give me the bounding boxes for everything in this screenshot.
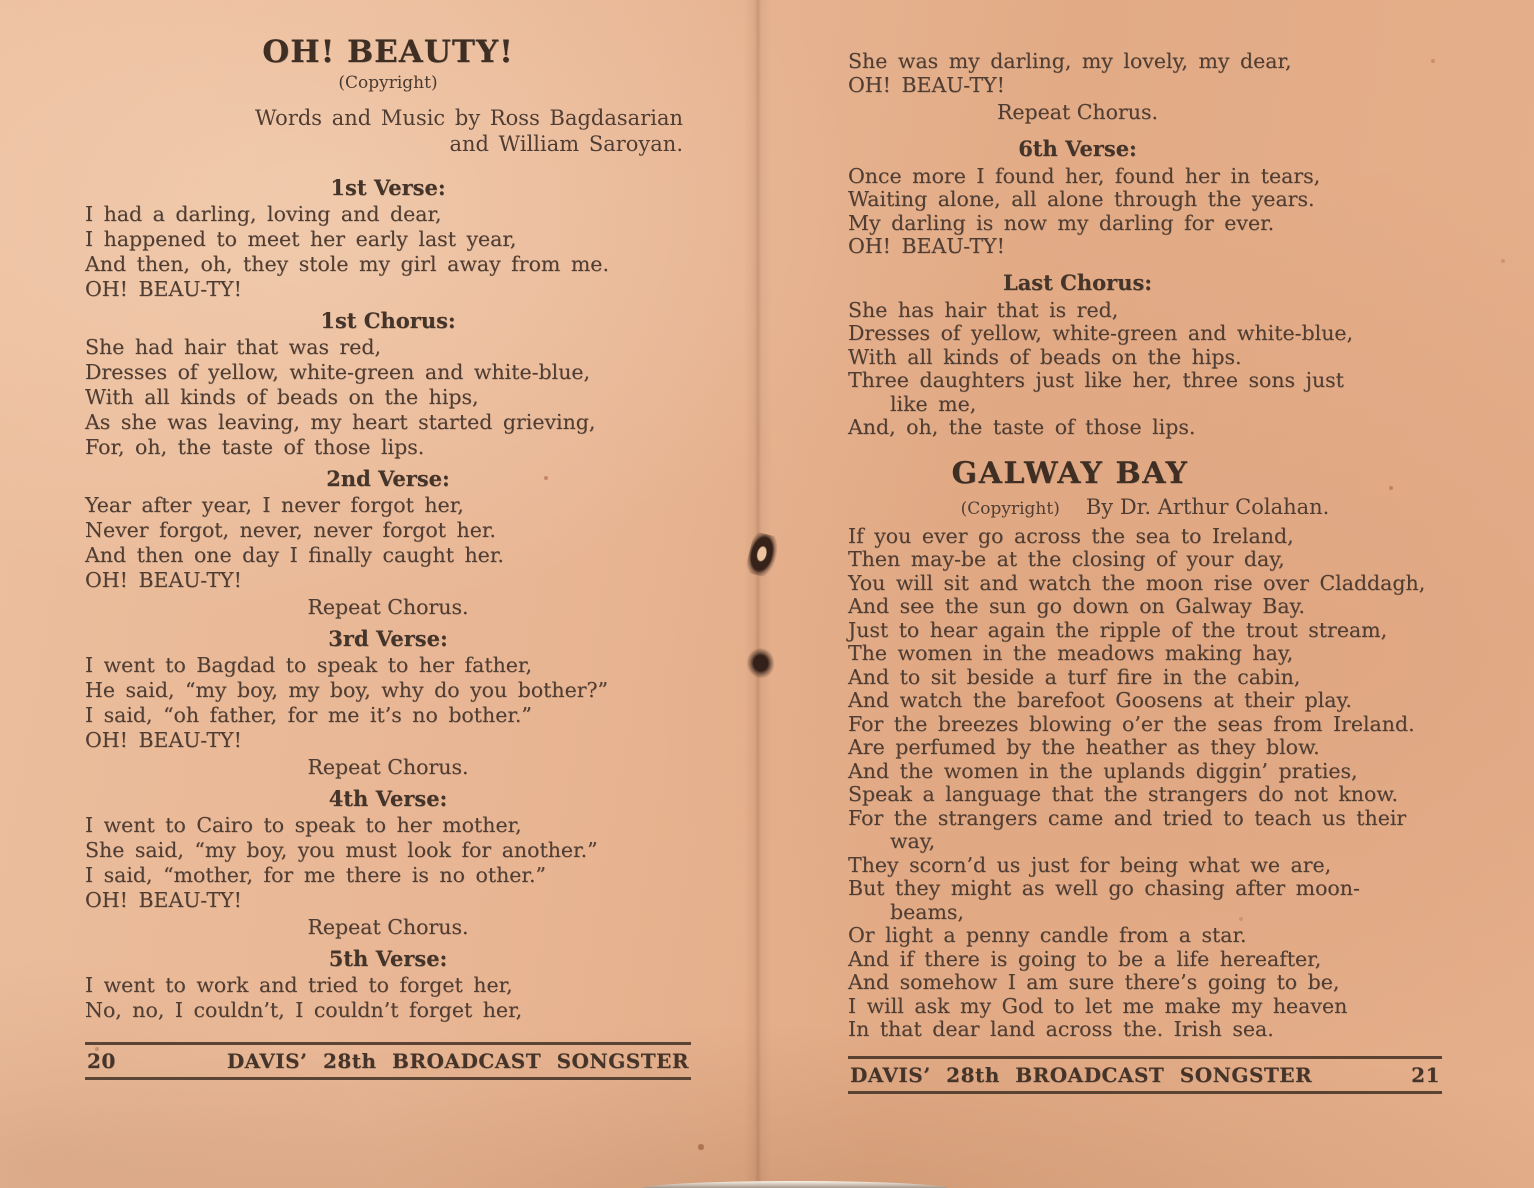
lyric-line: My darling is now my darling for ever. <box>848 210 1275 235</box>
lyric-line: beams, <box>890 899 964 924</box>
lyric-line: And see the sun go down on Galway Bay. <box>848 594 1305 618</box>
credits-block <box>85 105 691 157</box>
footer-title: DAVIS’ 28th BROADCAST SONGSTER <box>226 1049 689 1073</box>
repeat-chorus-line: Repeat Chorus. <box>996 100 1159 124</box>
lyric-line: I went to work and tried to forget her, <box>85 973 513 997</box>
lyric-line: As she was leaving, my heart started grieving, <box>85 410 596 434</box>
credit-line: Words and Music by Ross Bagdasarian <box>255 106 683 130</box>
repeat-chorus-line: Repeat Chorus. <box>307 755 469 779</box>
lyric-line: For, oh, the taste of those lips. <box>85 435 425 459</box>
song-header-galway-bay <box>848 456 1442 519</box>
lyric-line: OH! BEAU-TY! <box>85 888 242 912</box>
credit-line <box>848 495 1442 519</box>
lyric-line: OH! BEAU-TY! <box>848 72 1005 97</box>
footer-title: DAVIS’ 28th BROADCAST SONGSTER <box>850 1063 1313 1087</box>
repeat-chorus-line: Repeat Chorus. <box>307 595 469 619</box>
lyric-line: And then, oh, they stole my girl away from me. <box>85 252 609 276</box>
lyric-line: OH! BEAU-TY! <box>85 277 242 301</box>
lyric-line: And then one day I finally caught her. <box>85 543 504 567</box>
lyric-line: With all kinds of beads on the hips. <box>848 344 1242 369</box>
repeat-chorus-line: Repeat Chorus. <box>307 915 469 939</box>
lyric-line: Speak a language that the strangers do not know. <box>848 782 1398 806</box>
lyric-line: I said, “oh father, for me it’s no bother.” <box>85 703 532 727</box>
lyric-line: Year after year, I never forgot her, <box>85 493 464 517</box>
lyric-line: OH! BEAU-TY! <box>85 728 242 752</box>
paper-speckles <box>0 0 2 2</box>
verse-heading: 2nd Verse: <box>326 466 450 491</box>
verse-heading: 6th Verse: <box>1018 135 1137 161</box>
page-number: 21 <box>1411 1063 1440 1087</box>
lyric-line: I will ask my God to let me make my heaven <box>848 993 1348 1018</box>
lyric-line: They scorn’d us just for being what we are, <box>848 852 1332 877</box>
copyright-label: (Copyright) <box>338 73 438 93</box>
song-title-oh-beauty: OH! BEAUTY! <box>262 34 514 70</box>
page-footer <box>85 1042 691 1080</box>
lyric-line: But they might as well go chasing after moon- <box>848 876 1360 900</box>
song-title-galway-bay: GALWAY BAY <box>951 455 1189 491</box>
lyric-line: Once more I found her, found her in tears, <box>848 163 1321 188</box>
lyric-line: He said, “my boy, my boy, why do you bother?” <box>85 678 609 702</box>
lyric-line: Are perfumed by the heather as they blow. <box>848 735 1320 759</box>
verse-heading: 1st Verse: <box>330 175 446 200</box>
lyric-line: For the breezes blowing o’er the seas from Ireland. <box>848 711 1415 736</box>
lyric-line: She was my darling, my lovely, my dear, <box>848 49 1292 73</box>
lyric-line: And, oh, the taste of those lips. <box>848 415 1196 439</box>
lyric-line: like me, <box>890 391 977 416</box>
lyric-line: I had a darling, loving and dear, <box>85 202 442 226</box>
verse-heading: 4th Verse: <box>328 786 448 811</box>
lyric-line: I went to Cairo to speak to her mother, <box>85 813 522 837</box>
author-credit: By Dr. Arthur Colahan. <box>1085 494 1330 519</box>
lyric-line: I happened to meet her early last year, <box>85 227 517 251</box>
verse-heading: 5th Verse: <box>328 946 448 971</box>
lyric-line: OH! BEAU-TY! <box>85 568 242 592</box>
lyric-line: She said, “my boy, you must look for another.” <box>85 838 598 862</box>
lyric-line: With all kinds of beads on the hips, <box>85 385 479 409</box>
lyric-line: Just to hear again the ripple of the trout stream, <box>848 617 1388 642</box>
lyric-line: And watch the barefoot Goosens at their play. <box>848 688 1352 712</box>
lyric-line: And if there is going to be a life hereafter, <box>848 946 1322 971</box>
lyric-line: The women in the meadows making hay, <box>848 641 1294 665</box>
lyric-line: Waiting alone, all alone through the years. <box>848 187 1315 211</box>
lyric-line: If you ever go across the sea to Ireland, <box>848 523 1294 548</box>
chorus-heading: Last Chorus: <box>1002 269 1153 295</box>
chorus-heading: 1st Chorus: <box>320 308 456 333</box>
lyric-line: And to sit beside a turf fire in the cabin, <box>848 664 1301 689</box>
copyright-label: (Copyright) <box>960 498 1060 519</box>
page-21 <box>848 0 1442 1188</box>
binding-crease <box>744 0 772 1188</box>
lyric-line: She had hair that was red, <box>85 335 382 359</box>
song-header-oh-beauty <box>85 0 691 157</box>
lyric-line: Dresses of yellow, white-green and white-blue, <box>85 360 591 384</box>
lyric-line: She has hair that is red, <box>848 297 1119 322</box>
lyric-line: Dresses of yellow, white-green and white-blue, <box>848 321 1354 345</box>
lyric-line: I went to Bagdad to speak to her father, <box>85 653 532 677</box>
lyric-line: And the women in the uplands diggin’ praties, <box>848 758 1358 783</box>
lyric-line: For the strangers came and tried to teach us their <box>848 805 1407 830</box>
lyric-line: Three daughters just like her, three sons just <box>848 368 1344 392</box>
lyric-line: You will sit and watch the moon rise over Claddagh, <box>848 570 1426 595</box>
lyric-line: OH! BEAU-TY! <box>848 234 1005 258</box>
lyric-line: Or light a penny candle from a star. <box>848 923 1247 947</box>
page-number: 20 <box>87 1049 116 1073</box>
lyric-line: I said, “mother, for me there is no other.” <box>85 863 546 887</box>
lyric-line: Then may-be at the closing of your day, <box>848 547 1285 571</box>
credit-line: and William Saroyan. <box>449 132 683 156</box>
lyric-line: In that dear land across the. Irish sea. <box>848 1017 1274 1041</box>
lyric-line: No, no, I couldn’t, I couldn’t forget her, <box>85 998 523 1022</box>
lyric-line: And somehow I am sure there’s going to be, <box>848 970 1340 994</box>
page-footer <box>848 1056 1442 1094</box>
page-20 <box>85 0 691 1188</box>
verse-heading: 3rd Verse: <box>328 626 448 651</box>
lyric-line: Never forgot, never, never forgot her. <box>85 518 496 542</box>
lyric-line: way, <box>890 829 936 853</box>
